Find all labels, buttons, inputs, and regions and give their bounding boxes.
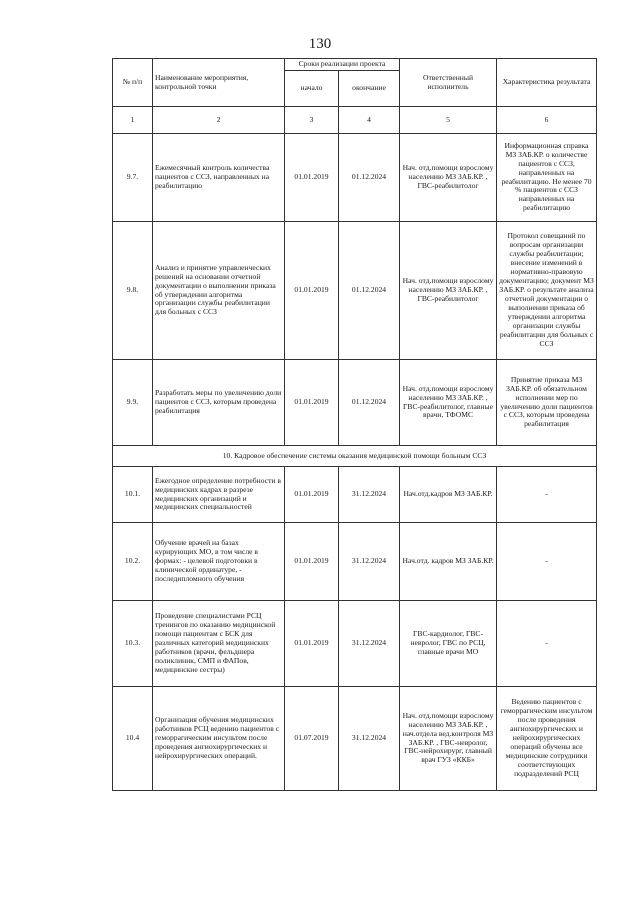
header-start: начало: [285, 71, 339, 107]
table-row: [113, 601, 597, 687]
row-end: 31.12.2024: [339, 523, 400, 601]
table-row: [113, 134, 597, 222]
row-name: Разработать меры по увеличению доли пациентов с ССЗ, которым проведена реабилитация: [153, 360, 285, 446]
row-start: 01.01.2019: [285, 523, 339, 601]
row-num: 9.9.: [113, 360, 153, 446]
row-responsible: Нач.отд. кадров МЗ ЗАБ.КР.: [400, 523, 497, 601]
row-result: Ведению пациентов с геморрагическим инсультом после проведения ангиохирургических и нейрохирургических операций обучены все медицинские сотрудники соответствующих подразделений РСЦ: [497, 687, 597, 791]
row-start: 01.01.2019: [285, 360, 339, 446]
row-result: Протокол совещаний по вопросам организации службы реабилитации; внесение изменений в нормативно-правовую документацию; документ МЗ ЗАБ.КР. о результате анализа отчетной документации о выполнении приказа об утверждении алгоритма организации службы реабилитации для больных с ССЗ: [497, 222, 597, 360]
col-number: 1: [113, 107, 153, 134]
col-number: 3: [285, 107, 339, 134]
row-start: 01.07.2019: [285, 687, 339, 791]
row-num: 10.3.: [113, 601, 153, 687]
row-num: 9.7.: [113, 134, 153, 222]
row-start: 01.01.2019: [285, 467, 339, 523]
row-result: Информационная справка МЗ ЗАБ.КР. о количестве пациентов с ССЗ, направленных на реабилитацию. Не менее 70 % пациентов с ССЗ направленных на реабилитацию: [497, 134, 597, 222]
col-number: 4: [339, 107, 400, 134]
row-responsible: Нач. отд.помощи взрослому населению МЗ ЗАБ.КР. , ГВС-реабилитолог: [400, 222, 497, 360]
table-row: [113, 687, 597, 791]
row-start: 01.01.2019: [285, 134, 339, 222]
row-result: Принятие приказа МЗ ЗАБ.КР. об обязательном исполнении мер по увеличению доли пациентов с ССЗ, которым проведена реабилитация: [497, 360, 597, 446]
row-name: Организация обучения медицинских работников РСЦ ведению пациентов с геморрагическим инсультом после проведения ангиохирургических и нейрохирургических операций.: [153, 687, 285, 791]
col-number: 6: [497, 107, 597, 134]
header-name: Наименование мероприятия, контрольной точки: [153, 59, 285, 107]
row-responsible: Нач.отд.кадров МЗ ЗАБ.КР.: [400, 467, 497, 523]
row-result: -: [497, 523, 597, 601]
row-end: 01.12.2024: [339, 360, 400, 446]
col-number: 2: [153, 107, 285, 134]
row-num: 10.1.: [113, 467, 153, 523]
header-period: Сроки реализации проекта: [285, 59, 400, 71]
table-row: [113, 360, 597, 446]
row-num: 9.8.: [113, 222, 153, 360]
row-name: Анализ и принятие управленческих решений на основании отчетной документации о выполнении приказа об утверждении алгоритма организации службы реабилитации для больных с ССЗ: [153, 222, 285, 360]
header-responsible: Ответственный исполнитель: [400, 59, 497, 107]
row-responsible: ГВС-кардиолог, ГВС-невролог, ГВС по РСЦ, главные врачи МО: [400, 601, 497, 687]
table-row: [113, 467, 597, 523]
row-responsible: Нач. отд.помощи взрослому населению МЗ ЗАБ.КР. , нач.отдела вед.контроля МЗ ЗАБ.КР. , ГВС-невролог, ГВС-нейрохирург, главный врач ГУЗ «ККБ»: [400, 687, 497, 791]
table-row: [113, 523, 597, 601]
row-end: 01.12.2024: [339, 222, 400, 360]
row-num: 10.2.: [113, 523, 153, 601]
col-number: 5: [400, 107, 497, 134]
activity-table: [112, 58, 597, 791]
table-row: [113, 222, 597, 360]
row-name: Обучение врачей на базах курирующих МО, в том числе в формах: - целевой подготовки в клинической ординатуре, - последипломного обучения: [153, 523, 285, 601]
section-heading-row: [113, 446, 597, 467]
row-name: Ежемесячный контроль количества пациентов с ССЗ, направленных на реабилитацию: [153, 134, 285, 222]
row-name: Ежегодное определение потребности в медицинских кадрах в разрезе медицинских организаций и медицинских специальностей: [153, 467, 285, 523]
row-end: 31.12.2024: [339, 687, 400, 791]
section-heading: 10. Кадровое обеспечение системы оказания медицинской помощи больным ССЗ: [113, 446, 597, 467]
row-end: 01.12.2024: [339, 134, 400, 222]
row-responsible: Нач. отд.помощи взрослому населению МЗ ЗАБ.КР. , ГВС-реабилитолог: [400, 134, 497, 222]
page-number: 130: [308, 36, 332, 52]
row-name: Проведение специалистами РСЦ тренингов по оказанию медицинской помощи пациентам с БСК для различных категорий медицинских работников (врачи, фельдшера поликлиник, СМП и ФАПов, медицинские сестры): [153, 601, 285, 687]
row-responsible: Нач. отд.помощи взрослому населению МЗ ЗАБ.КР. , ГВС-реабилитолог, главные врачи, ТФОМС: [400, 360, 497, 446]
row-end: 31.12.2024: [339, 601, 400, 687]
row-start: 01.01.2019: [285, 601, 339, 687]
header-end: окончание: [339, 71, 400, 107]
row-result: -: [497, 467, 597, 523]
header-result: Характеристика результата: [497, 59, 597, 107]
row-end: 31.12.2024: [339, 467, 400, 523]
header-num: № п/п: [113, 59, 153, 107]
row-result: -: [497, 601, 597, 687]
row-start: 01.01.2019: [285, 222, 339, 360]
row-num: 10.4: [113, 687, 153, 791]
